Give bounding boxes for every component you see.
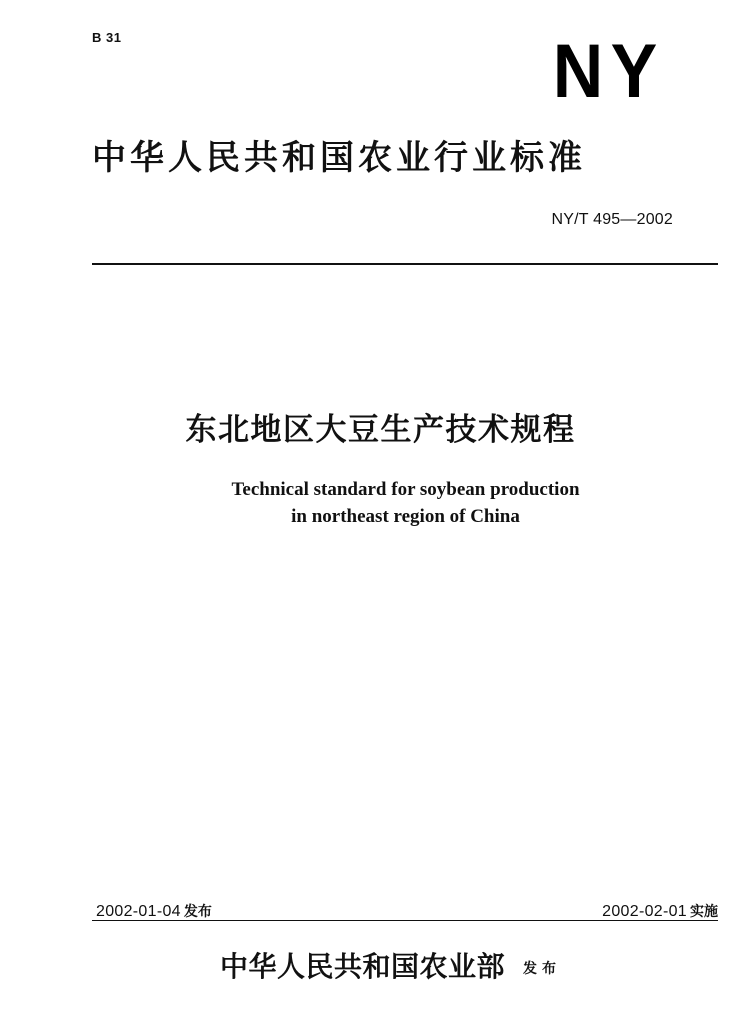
english-title-line-2: in northeast region of China bbox=[291, 506, 520, 527]
top-divider bbox=[92, 263, 718, 265]
publish-date-block bbox=[96, 901, 212, 921]
implementation-date-block bbox=[602, 901, 718, 921]
publish-date: 2002-01-04 bbox=[96, 903, 181, 920]
implementation-date: 2002-02-01 bbox=[602, 903, 687, 920]
classification-code: B 31 bbox=[92, 30, 122, 45]
publish-label: 发布 bbox=[183, 904, 212, 920]
ny-standard-logo: NY bbox=[553, 29, 665, 114]
english-title-line-1: Technical standard for soybean production bbox=[231, 479, 580, 500]
standard-number: NY/T 495—2002 bbox=[551, 211, 673, 228]
standard-category-title: 中华人民共和国农业行业标准 bbox=[92, 138, 586, 178]
bottom-divider bbox=[92, 920, 718, 921]
chinese-document-title: 东北地区大豆生产技术规程 bbox=[185, 412, 576, 448]
issuer-block bbox=[220, 950, 562, 983]
implementation-label: 实施 bbox=[690, 904, 718, 920]
issuer-action: 发布 bbox=[523, 961, 562, 977]
english-document-title bbox=[0, 476, 743, 530]
issuer-name: 中华人民共和国农业部 bbox=[220, 950, 506, 983]
